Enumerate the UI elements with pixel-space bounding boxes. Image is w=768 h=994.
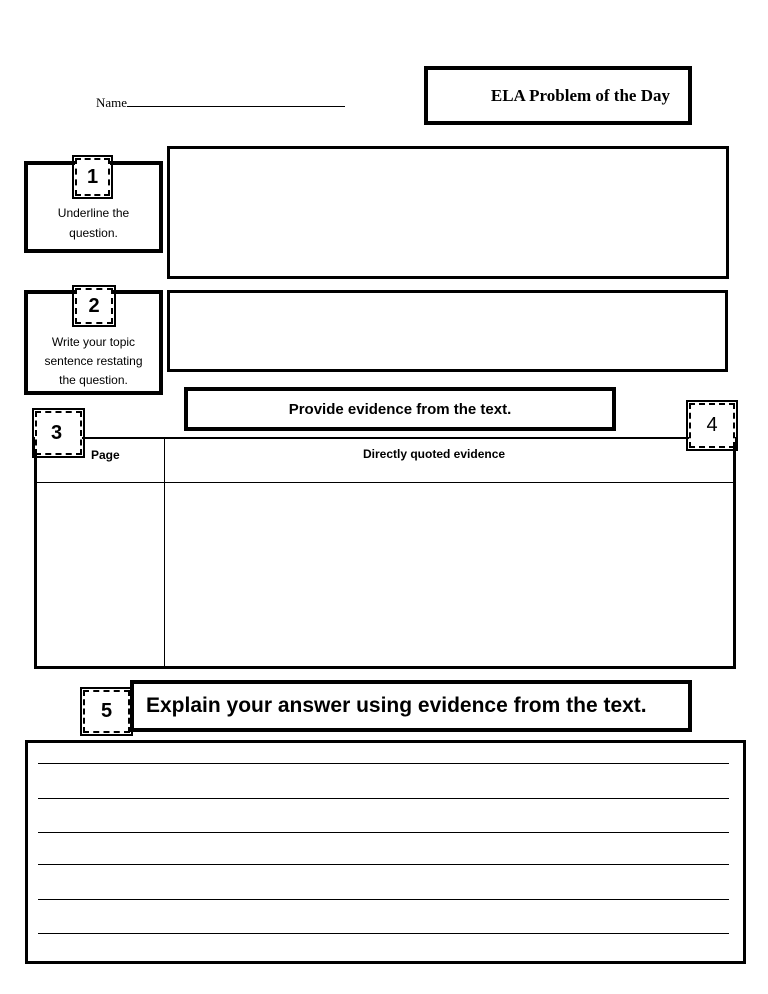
page-column-header: Page — [91, 448, 120, 462]
evidence-table — [34, 437, 736, 669]
name-label: Name — [96, 95, 128, 110]
step-4-badge: 4 — [689, 403, 735, 448]
step-2-badge: 2 — [75, 288, 113, 324]
question-answer-box[interactable] — [167, 146, 729, 279]
page-title: ELA Problem of the Day — [424, 66, 692, 125]
quoted-evidence-cell[interactable] — [165, 483, 733, 667]
step-2-instruction-line: the question. — [59, 373, 128, 387]
page-cell[interactable] — [37, 483, 164, 667]
quoted-evidence-column-header: Directly quoted evidence — [363, 447, 506, 461]
explain-banner: Explain your answer using evidence from the text. — [130, 680, 692, 732]
writing-line — [38, 864, 729, 865]
writing-line — [38, 933, 729, 934]
step-3-badge: 3 — [35, 411, 82, 455]
name-field[interactable] — [96, 95, 345, 111]
step-5-badge: 5 — [83, 690, 130, 733]
step-2-instruction-line: Write your topic — [51, 335, 136, 349]
topic-sentence-box[interactable] — [167, 290, 728, 372]
writing-line — [38, 832, 729, 833]
evidence-banner: Provide evidence from the text. — [184, 387, 616, 431]
writing-line — [38, 798, 729, 799]
writing-line — [38, 763, 729, 764]
step-2-instruction-line: sentence restating — [44, 354, 143, 368]
writing-line — [38, 899, 729, 900]
step-1-instruction-line: Underline the — [57, 206, 130, 220]
step-1-instruction-line: question. — [69, 226, 118, 240]
step-1-badge: 1 — [75, 158, 110, 196]
name-underline[interactable] — [127, 95, 345, 107]
explanation-writing-box[interactable] — [25, 740, 746, 964]
